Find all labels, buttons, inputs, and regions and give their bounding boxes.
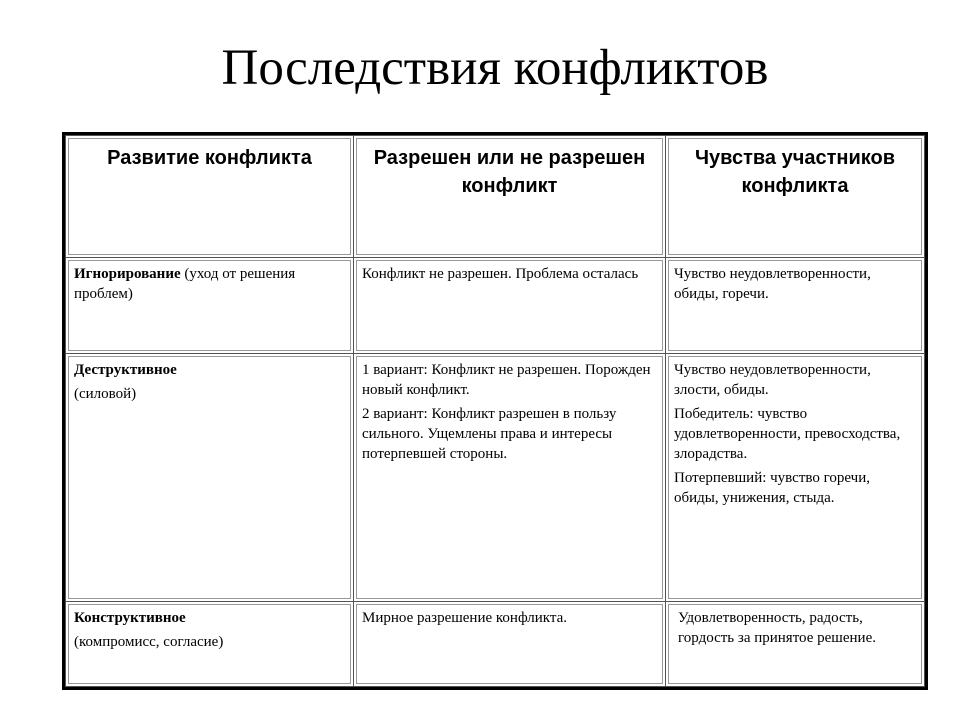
table-row-constructive [66, 602, 925, 687]
feelings-text: Удовлетворенность, радость, гордость за принятое решение. [678, 610, 876, 646]
slide-title: Последствия конфликтов [221, 40, 769, 96]
cell-feelings [666, 354, 925, 602]
cell-development [66, 258, 354, 354]
feelings-winner: Победитель: чувство удовлетворенности, превосходства, злорадства. [674, 406, 901, 462]
resolved-variant-1: 1 вариант: Конфликт не разрешен. Порожден новый конфликт. [362, 362, 651, 398]
development-type: Конструктивное [74, 610, 186, 626]
header-resolved: Разрешен или не разрешен конфликт [354, 136, 666, 258]
cell-resolved [354, 258, 666, 354]
development-type: Деструктивное [74, 362, 177, 378]
development-type: Игнорирование [74, 266, 181, 282]
cell-feelings [666, 258, 925, 354]
feelings-text: Чувство неудовлетворенности, обиды, горечи. [674, 266, 871, 302]
feelings-loser: Потерпевший: чувство горечи, обиды, унижения, стыда. [674, 470, 871, 506]
cell-resolved [354, 602, 666, 687]
development-note: (компромисс, согласие) [74, 634, 224, 650]
consequences-table [62, 132, 928, 690]
cell-development [66, 354, 354, 602]
table-row-destructive [66, 354, 925, 602]
resolved-variant-2: 2 вариант: Конфликт разрешен в пользу сильного. Ущемлены права и интересы потерпевшей стороны. [362, 406, 617, 462]
table-header-row [66, 136, 925, 258]
resolved-text: Мирное разрешение конфликта. [362, 610, 568, 626]
development-note: (силовой) [74, 386, 137, 402]
table-row-ignoring [66, 258, 925, 354]
cell-resolved [354, 354, 666, 602]
header-development: Развитие конфликта [66, 136, 354, 258]
cell-feelings [666, 602, 925, 687]
resolved-text: Конфликт не разрешен. Проблема осталась [362, 266, 639, 282]
feelings-general: Чувство неудовлетворенности, злости, обиды. [674, 362, 871, 398]
header-feelings: Чувства участников конфликта [666, 136, 925, 258]
cell-development [66, 602, 354, 687]
development-note: (уход от решения проблем) [74, 266, 296, 302]
